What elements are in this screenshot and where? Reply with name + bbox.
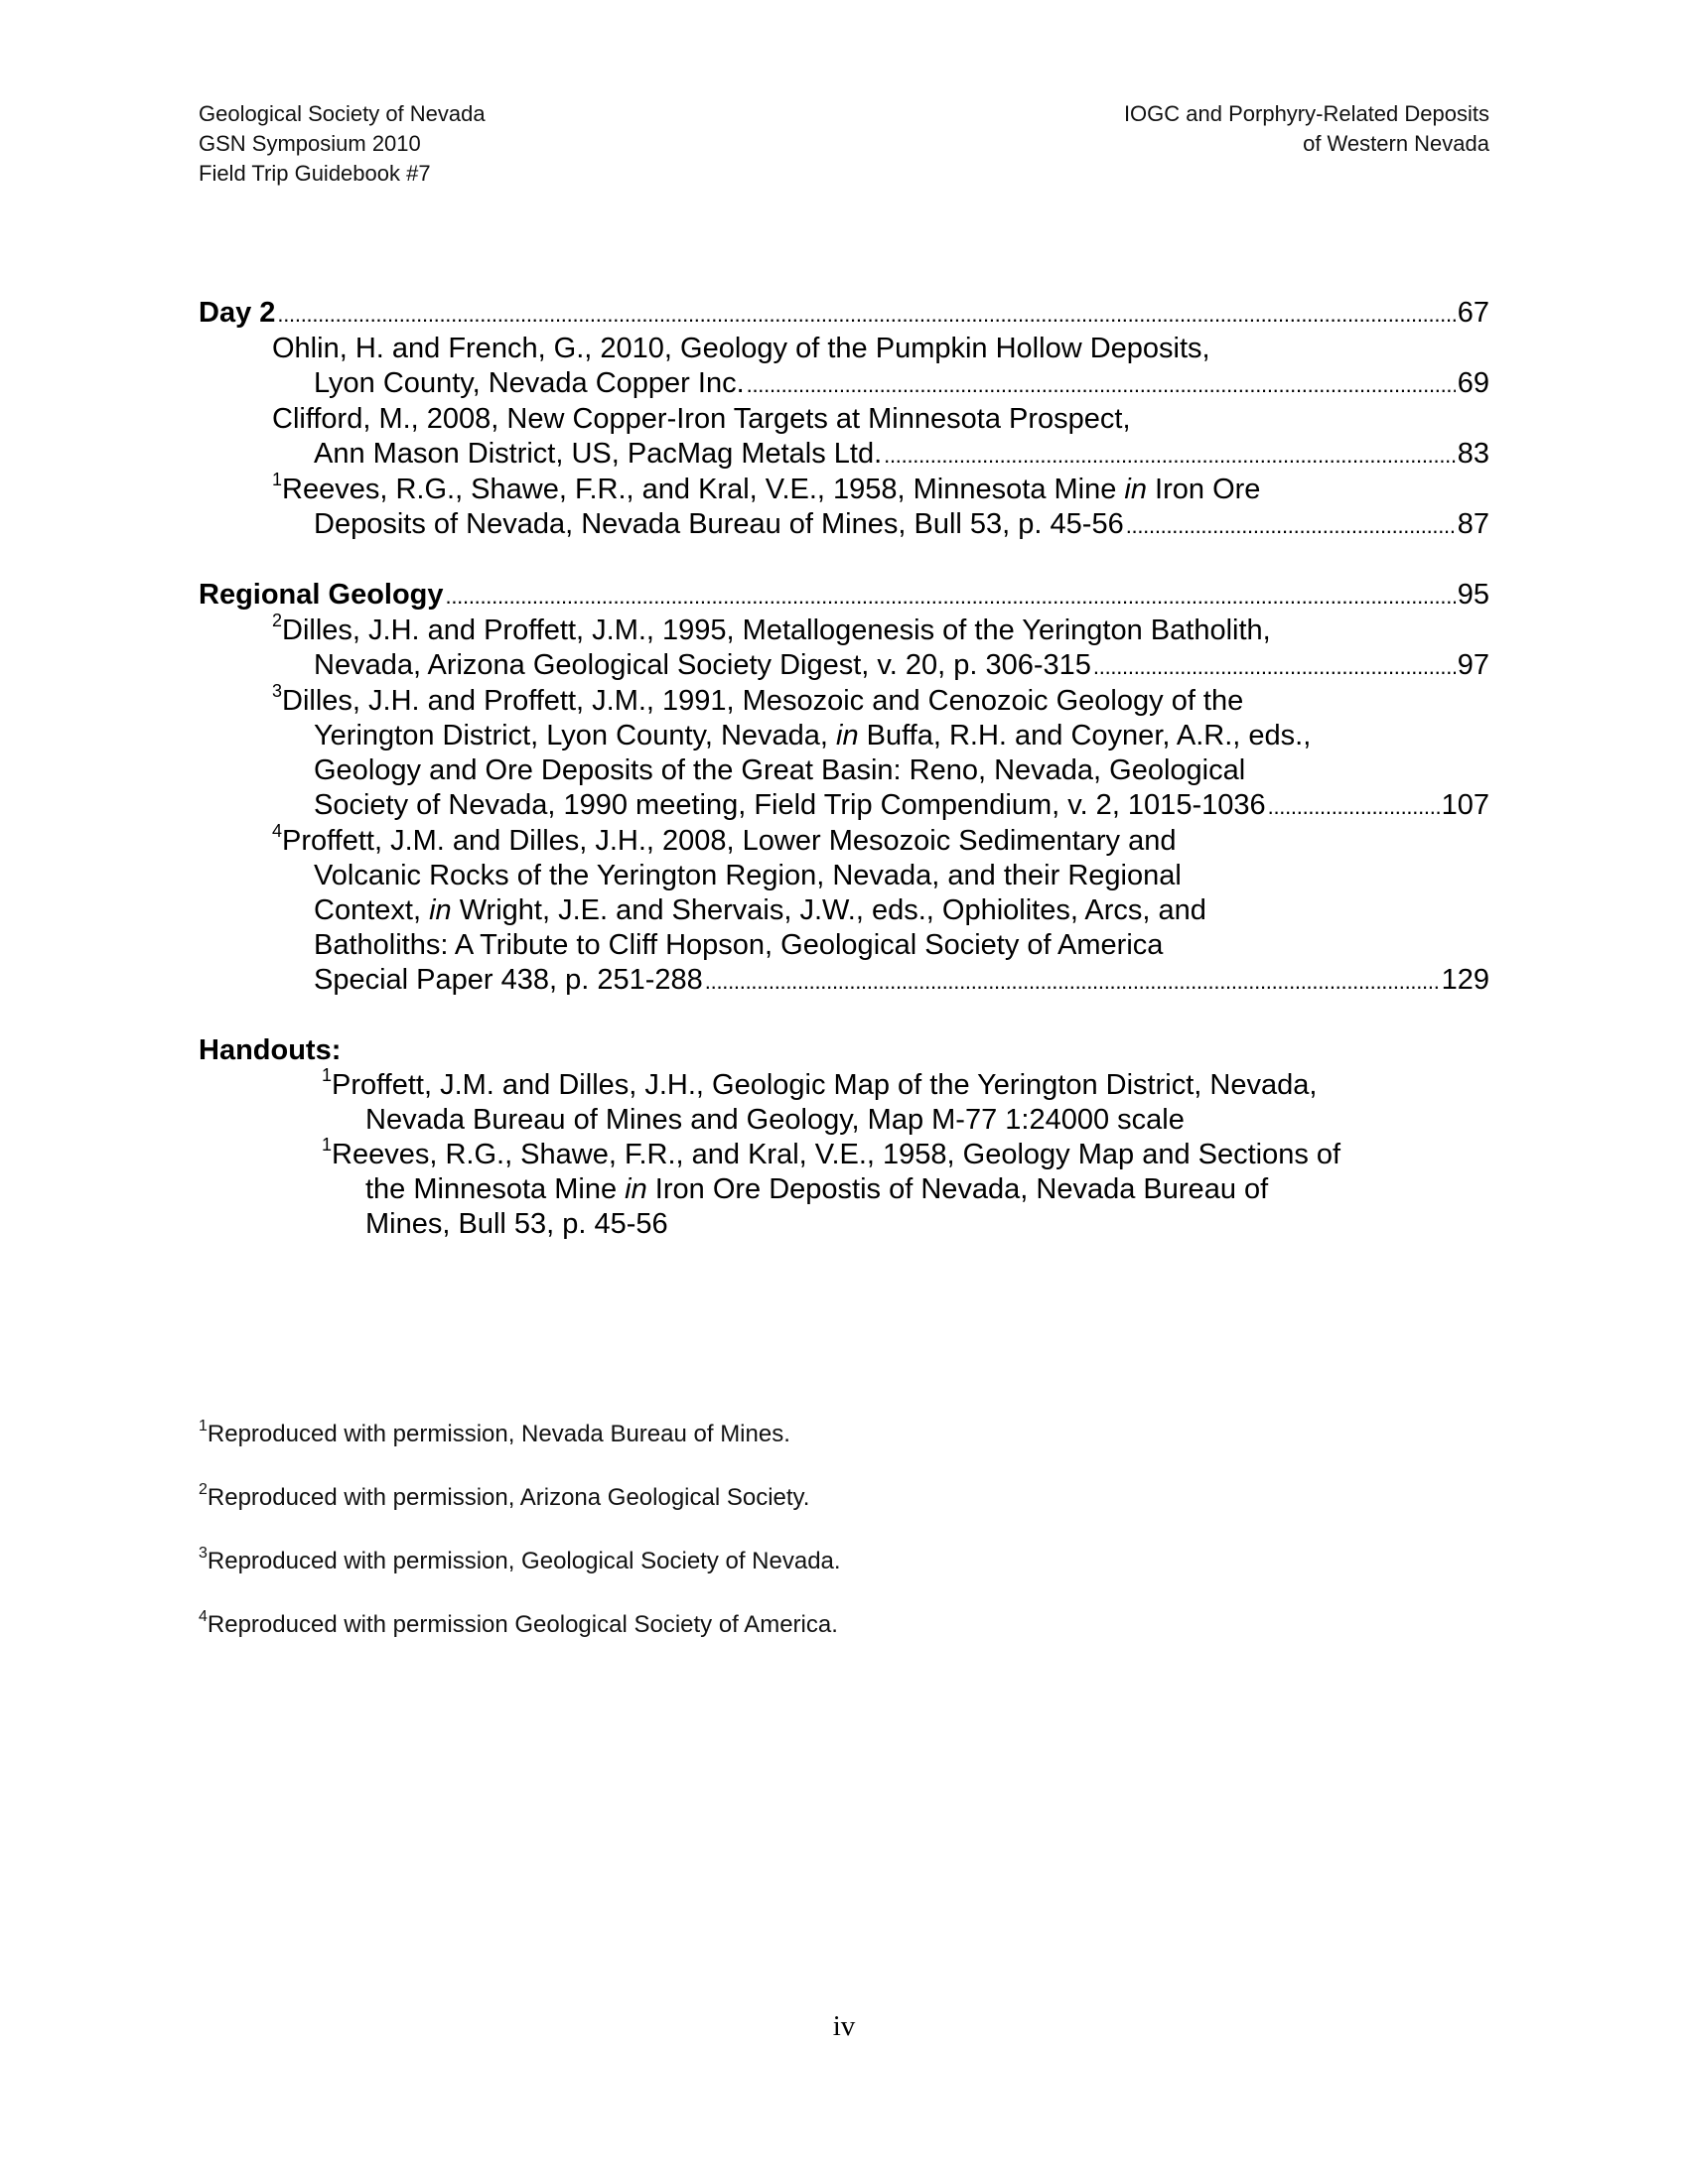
header-left-line: Geological Society of Nevada (199, 101, 486, 126)
dot-leader (446, 578, 1456, 614)
page-ref: 69 (1457, 367, 1489, 399)
footnotes (199, 1420, 841, 1674)
entry-line: Ohlin, H. and French, G., 2010, Geology of the Pumpkin Hollow Deposits, (272, 333, 1210, 364)
entry-line: Yerington District, Lyon County, Nevada, (314, 720, 837, 751)
entry-line: Batholiths: A Tribute to Cliff Hopson, Geological Society of America (314, 929, 1164, 961)
page-ref: 97 (1457, 649, 1489, 681)
footnote-marker: 3 (199, 1545, 208, 1562)
page-ref: 107 (1441, 789, 1489, 821)
italic-word: in (429, 894, 452, 926)
footnote-text: Reproduced with permission Geological Society of America. (207, 1611, 838, 1638)
dot-leader (884, 437, 1456, 473)
entry-line: Dilles, J.H. and Proffett, J.M., 1991, Mesozoic and Cenozoic Geology of the (282, 685, 1244, 717)
header-right-line: IOGC and Porphyry-Related Deposits (1123, 101, 1489, 126)
toc-entry (199, 332, 1489, 366)
footnote (199, 1420, 841, 1483)
entry-line: Iron Ore Depostis of Nevada, Nevada Bureau of (646, 1173, 1269, 1205)
handout-entry (199, 1065, 1489, 1103)
footnote-marker: 1 (322, 1065, 333, 1086)
entry-line: Dilles, J.H. and Proffett, J.M., 1995, Metallogenesis of the Yerington Batholith, (282, 614, 1271, 646)
footnote-marker: 1 (199, 1418, 208, 1434)
footnote-text: Reproduced with permission, Nevada Bureau of Mines. (207, 1421, 790, 1447)
section-title: Day 2 (199, 297, 276, 329)
page-ref: 129 (1441, 964, 1489, 996)
toc-entry-continuation (199, 859, 1489, 893)
footnote-marker: 1 (272, 470, 283, 490)
toc-entry-continuation (199, 507, 1489, 543)
toc-entry-continuation (199, 753, 1489, 788)
entry-line: Proffett, J.M. and Dilles, J.H., 2008, Lower Mesozoic Sedimentary and (282, 825, 1177, 857)
entry-line: Context, (314, 894, 430, 926)
running-header-left (199, 99, 486, 189)
footnote (199, 1610, 841, 1674)
footnote (199, 1547, 841, 1610)
toc-entry-continuation (199, 366, 1489, 402)
entry-line: Reeves, R.G., Shawe, F.R., and Kral, V.E., 1958, Geology Map and Sections of (332, 1139, 1341, 1170)
entry-line: Buffa, R.H. and Coyner, A.R., eds., (858, 720, 1312, 751)
footnote (199, 1483, 841, 1547)
dot-leader (1093, 648, 1456, 684)
italic-word: in (625, 1173, 647, 1205)
footnote-text: Reproduced with permission, Geological Society of Nevada. (207, 1548, 841, 1574)
entry-line: Wright, J.E. and Shervais, J.W., eds., Ophiolites, Arcs, and (451, 894, 1206, 926)
footnote-marker: 4 (272, 821, 283, 842)
dot-leader (277, 296, 1455, 332)
toc-entry-continuation (199, 437, 1489, 473)
toc-section-handouts (199, 1033, 1489, 1068)
footnote-marker: 4 (199, 1608, 208, 1625)
footnote-text: Reproduced with permission, Arizona Geological Society. (207, 1484, 810, 1511)
handout-entry (199, 1135, 1489, 1172)
entry-line: Proffett, J.M. and Dilles, J.H., Geologic Map of the Yerington District, Nevada, (332, 1069, 1318, 1101)
dot-leader (705, 963, 1440, 999)
header-left-line: Field Trip Guidebook #7 (199, 161, 431, 186)
page-number: iv (832, 2010, 856, 2042)
entry-line: Special Paper 438, p. 251-288 (314, 964, 703, 996)
toc-section-regional-geology (199, 578, 1489, 614)
entry-line: Nevada Bureau of Mines and Geology, Map M-77 1:24000 scale (365, 1104, 1185, 1136)
toc-entry (199, 611, 1489, 648)
section-title: Regional Geology (199, 579, 444, 611)
dot-leader (1268, 788, 1440, 824)
spacer (199, 999, 1489, 1033)
toc-entry (199, 402, 1489, 437)
dot-leader (747, 366, 1456, 402)
header-right-line: of Western Nevada (1303, 131, 1489, 156)
running-header-right (1124, 99, 1489, 159)
handout-entry-continuation (199, 1172, 1489, 1207)
italic-word: in (836, 720, 859, 751)
header-left-line: GSN Symposium 2010 (199, 131, 421, 156)
spacer (199, 543, 1489, 578)
entry-line: Clifford, M., 2008, New Copper-Iron Targets at Minnesota Prospect, (272, 403, 1131, 435)
handout-entry-continuation (199, 1207, 1489, 1242)
entry-line: Lyon County, Nevada Copper Inc. (314, 367, 745, 399)
toc-entry (199, 681, 1489, 719)
italic-word: in (1124, 474, 1147, 505)
page-ref: 83 (1457, 438, 1489, 470)
toc-entry-continuation (199, 719, 1489, 753)
toc-entry-continuation (199, 963, 1489, 999)
table-of-contents (199, 296, 1489, 1242)
footnote-marker: 2 (272, 611, 283, 631)
page-ref: 95 (1457, 579, 1489, 611)
toc-entry-continuation (199, 648, 1489, 684)
footnote-marker: 3 (272, 681, 283, 702)
footnote-marker: 2 (199, 1481, 208, 1498)
entry-line: the Minnesota Mine (365, 1173, 626, 1205)
toc-entry-continuation (199, 788, 1489, 824)
toc-section-day2 (199, 296, 1489, 332)
dot-leader (1126, 507, 1456, 543)
entry-line: Volcanic Rocks of the Yerington Region, Nevada, and their Regional (314, 860, 1182, 891)
page-ref: 67 (1457, 297, 1489, 329)
entry-line: Iron Ore (1147, 474, 1261, 505)
section-title: Handouts: (199, 1034, 342, 1066)
footnote-marker: 1 (322, 1135, 333, 1156)
entry-line: Deposits of Nevada, Nevada Bureau of Mines, Bull 53, p. 45-56 (314, 508, 1124, 540)
entry-line: Nevada, Arizona Geological Society Digest, v. 20, p. 306-315 (314, 649, 1091, 681)
toc-entry (199, 821, 1489, 859)
entry-line: Mines, Bull 53, p. 45-56 (365, 1208, 668, 1240)
page-ref: 87 (1457, 508, 1489, 540)
toc-entry-continuation (199, 928, 1489, 963)
handout-entry-continuation (199, 1103, 1489, 1138)
toc-entry (199, 470, 1489, 507)
entry-line: Ann Mason District, US, PacMag Metals Ltd. (314, 438, 883, 470)
toc-entry-continuation (199, 893, 1489, 928)
entry-line: Geology and Ore Deposits of the Great Basin: Reno, Nevada, Geological (314, 754, 1246, 786)
entry-line: Society of Nevada, 1990 meeting, Field Trip Compendium, v. 2, 1015-1036 (314, 789, 1266, 821)
entry-line: Reeves, R.G., Shawe, F.R., and Kral, V.E., 1958, Minnesota Mine (282, 474, 1125, 505)
